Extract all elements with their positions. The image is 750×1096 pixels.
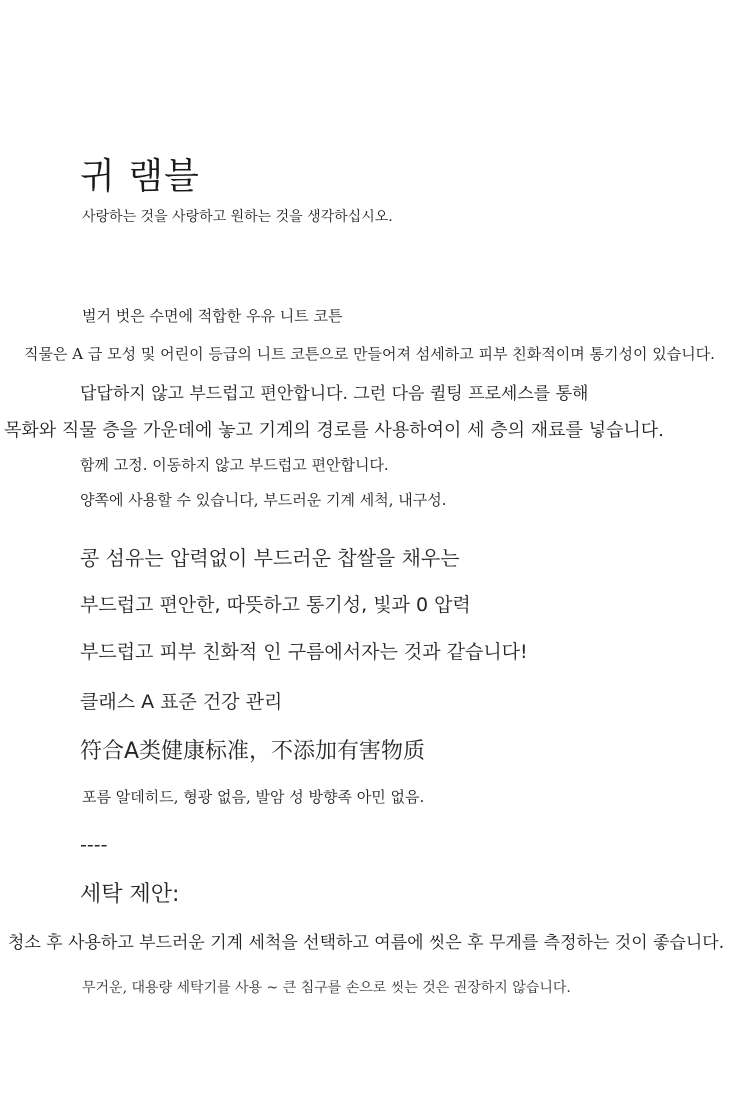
washing-warning: 무거운, 대용량 세탁기를 사용 ~ 큰 침구를 손으로 씻는 것은 권장하지 않습니다. <box>82 980 571 996</box>
description-line: 답답하지 않고 부드럽고 편안합니다. 그런 다음 퀼팅 프로세스를 통해 <box>80 384 589 404</box>
description-line: 양쪽에 사용할 수 있습니다, 부드러운 기계 세척, 내구성. <box>80 491 447 509</box>
feature-line: 부드럽고 피부 친화적 인 구름에서자는 것과 같습니다! <box>80 641 528 663</box>
separator: ---- <box>80 834 108 856</box>
health-chinese-text: 符合A类健康标准，不添加有害物质 <box>80 739 426 764</box>
description-line: 함께 고정. 이동하지 않고 부드럽고 편안합니다. <box>80 456 389 474</box>
feature-line: 부드럽고 편안한, 따뜻하고 통기성, 빛과 0 압력 <box>80 594 471 616</box>
description-line: 직물은 A 급 모성 및 어린이 등급의 니트 코튼으로 만들어져 섬세하고 피부 친화적이며 통기성이 있습니다. <box>24 345 715 363</box>
description-line: 벌거 벗은 수면에 적합한 우유 니트 코튼 <box>82 307 343 325</box>
page-subtitle: 사랑하는 것을 사랑하고 원하는 것을 생각하십시오. <box>82 209 393 225</box>
washing-instruction: 청소 후 사용하고 부드러운 기계 세척을 선택하고 여름에 씻은 후 무게를 측정하는 것이 좋습니다. <box>8 933 725 953</box>
description-line: 목화와 직물 층을 가운데에 놓고 기계의 경로를 사용하여이 세 층의 재료를 넣습니다. <box>4 420 664 441</box>
washing-heading: 세탁 제안: <box>80 882 180 907</box>
health-note: 포름 알데히드, 형광 없음, 발암 성 방향족 아민 없음. <box>82 788 425 806</box>
feature-line: 콩 섬유는 압력없이 부드러운 찹쌀을 채우는 <box>80 546 460 570</box>
page-title: 귀 램블 <box>80 156 200 197</box>
health-heading: 클래스 A 표준 건강 관리 <box>80 691 283 713</box>
